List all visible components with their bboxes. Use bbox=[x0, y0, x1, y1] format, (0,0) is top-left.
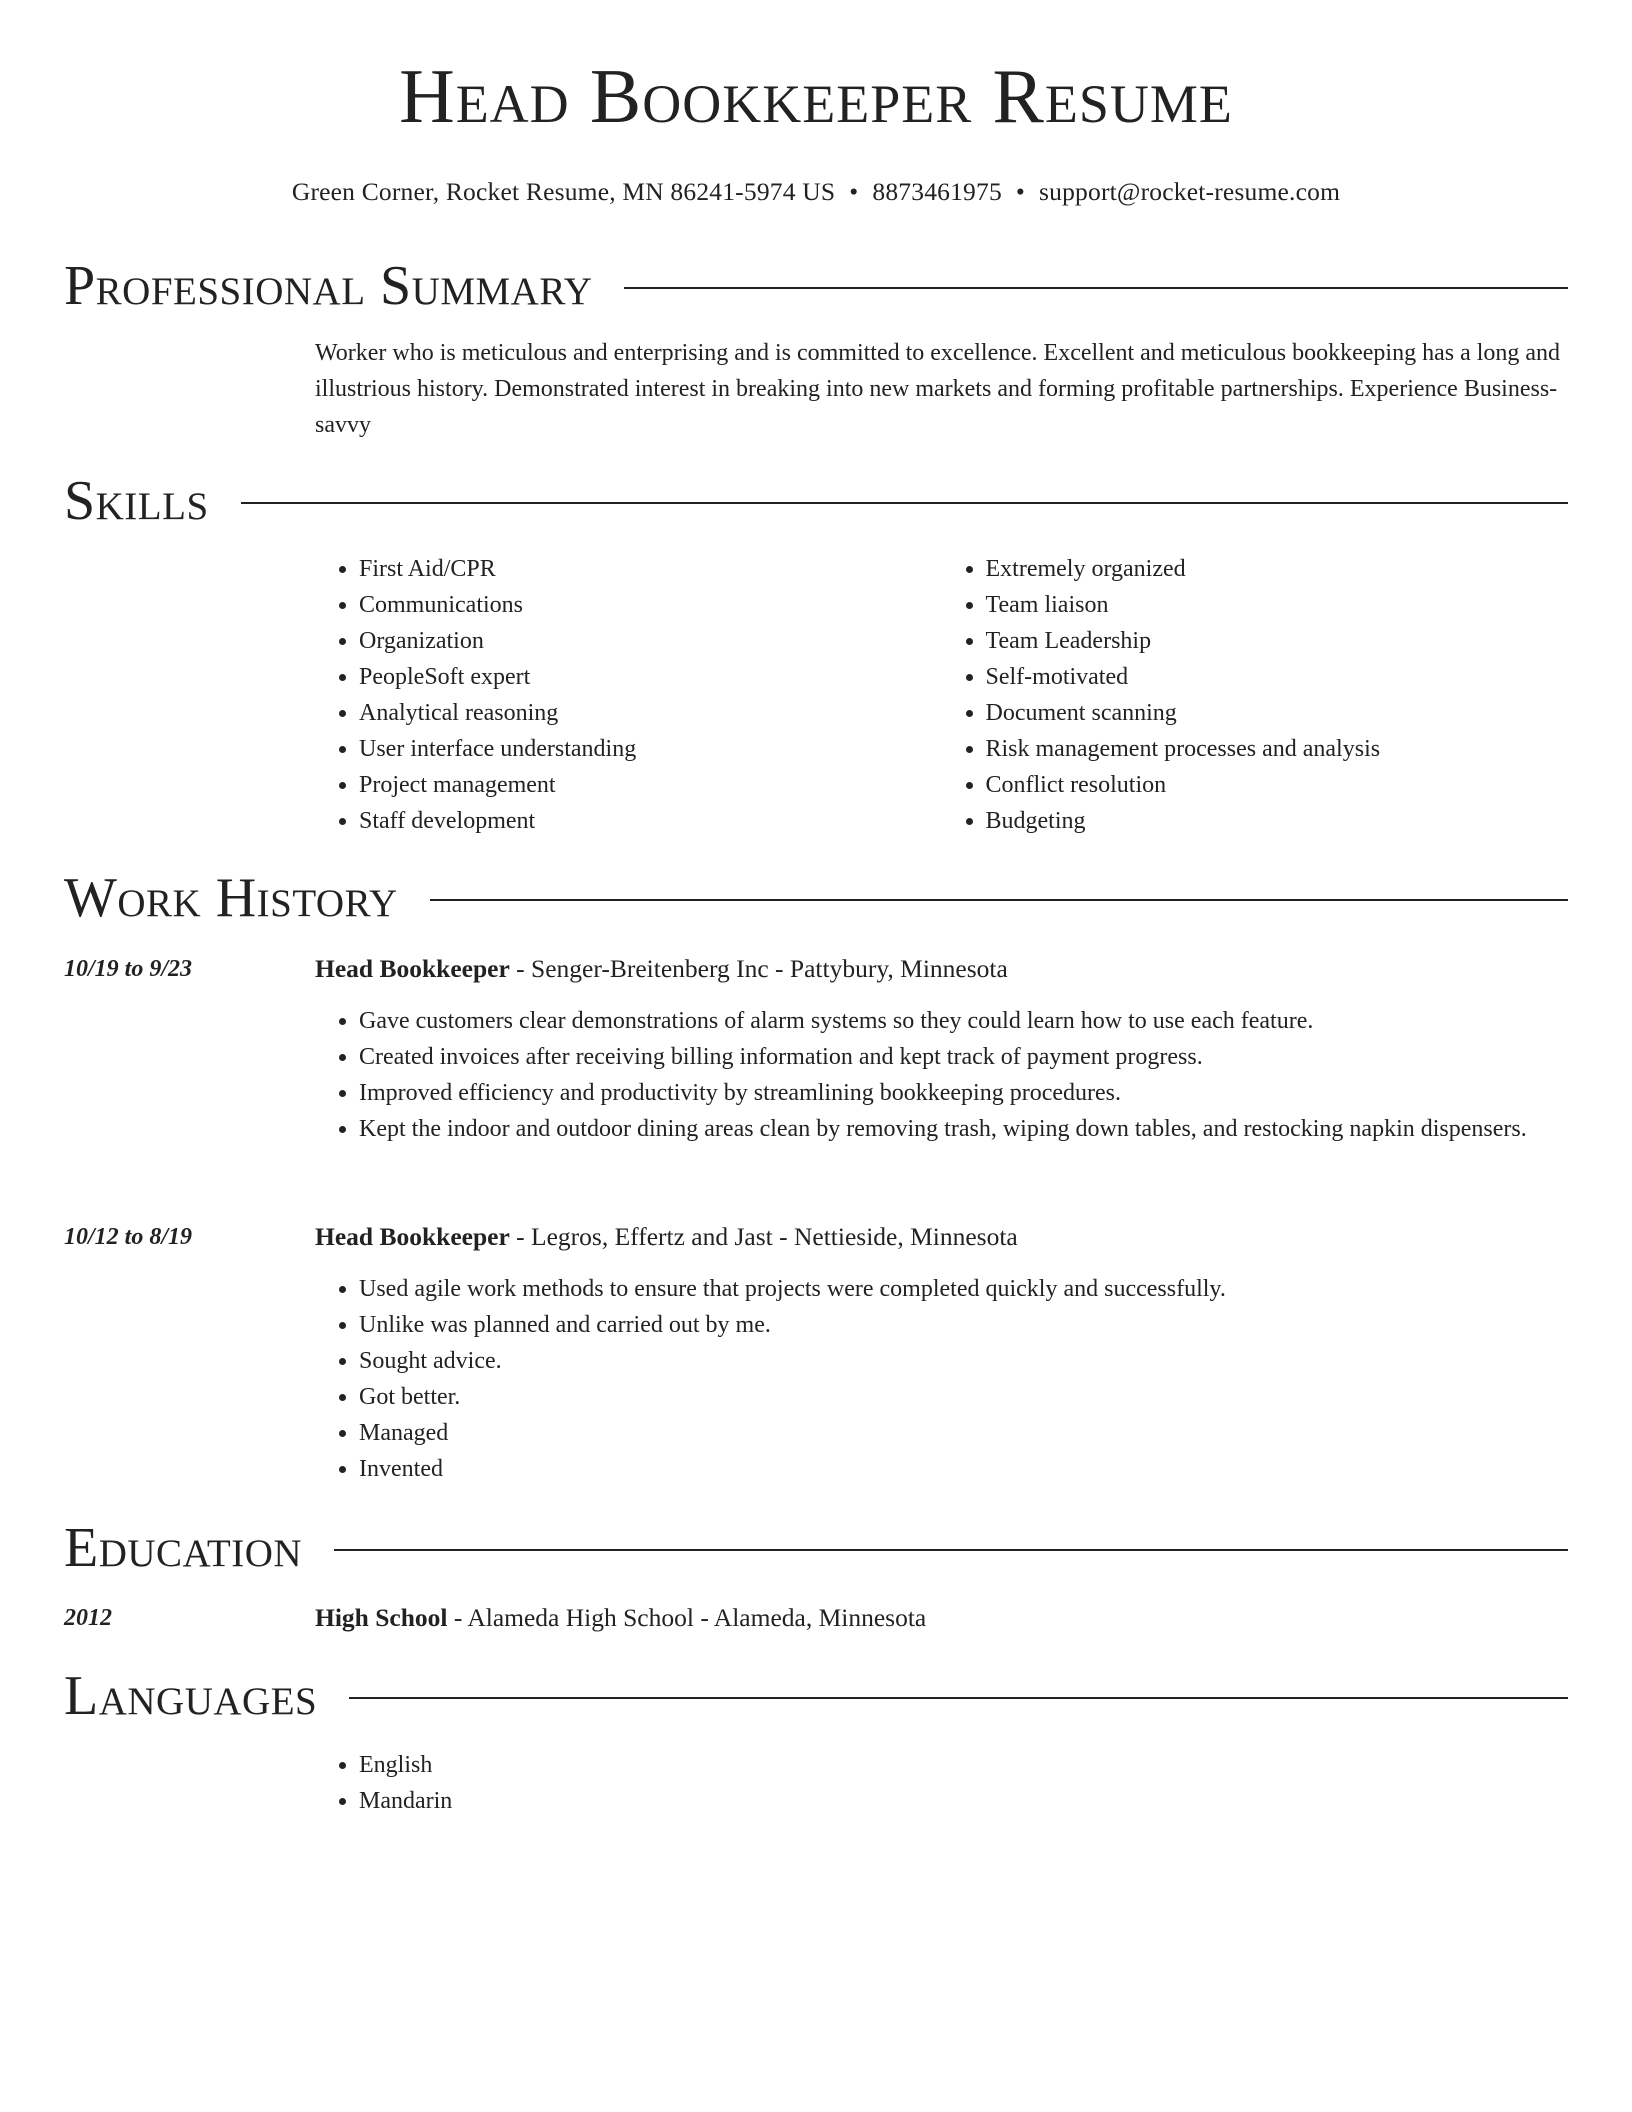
skills-section-header bbox=[64, 471, 1568, 531]
job-bullet: • Unlike was planned and carried out by me. bbox=[359, 1307, 1568, 1343]
skill-item: • Team Leadership bbox=[986, 623, 1569, 659]
skill-item: • Self-motivated bbox=[986, 659, 1569, 695]
language-item: • Mandarin bbox=[359, 1783, 1568, 1819]
skill-item: • Budgeting bbox=[986, 803, 1569, 839]
job-bullet: • Got better. bbox=[359, 1379, 1568, 1415]
job-details: - Legros, Effertz and Jast - Nettieside, Minnesota bbox=[509, 1222, 1018, 1251]
job-bullets bbox=[315, 1003, 1568, 1147]
job-entry bbox=[315, 951, 1568, 1147]
education-heading: Education bbox=[64, 1517, 303, 1579]
summary-body bbox=[315, 335, 1568, 443]
skill-item: • Analytical reasoning bbox=[359, 695, 942, 731]
skill-item: • User interface understanding bbox=[359, 731, 942, 767]
contact-separator: • bbox=[849, 177, 859, 206]
job-bullet: • Gave customers clear demonstrations of alarm systems so they could learn how to use each feature. bbox=[359, 1003, 1568, 1039]
education-entry bbox=[315, 1600, 1568, 1636]
section-divider bbox=[430, 899, 1568, 901]
section-divider bbox=[624, 287, 1568, 289]
skill-item: • Risk management processes and analysis bbox=[986, 731, 1569, 767]
skills-column-left bbox=[315, 551, 942, 839]
education-line bbox=[315, 1600, 1568, 1636]
skill-item: • Document scanning bbox=[986, 695, 1569, 731]
skills-list bbox=[315, 551, 1568, 839]
skill-item: • Organization bbox=[359, 623, 942, 659]
skill-item: • Extremely organized bbox=[986, 551, 1569, 587]
job-bullet: • Improved efficiency and productivity by streamlining bookkeeping procedures. bbox=[359, 1075, 1568, 1111]
job-bullet: • Invented bbox=[359, 1451, 1568, 1487]
job-details: - Senger-Breitenberg Inc - Pattybury, Minnesota bbox=[509, 954, 1008, 983]
job-bullet: • Used agile work methods to ensure that projects were completed quickly and successfully. bbox=[359, 1271, 1568, 1307]
section-divider bbox=[241, 502, 1568, 504]
job-role-line bbox=[315, 1219, 1568, 1255]
languages-list bbox=[315, 1747, 1568, 1819]
job-bullet: • Kept the indoor and outdoor dining areas clean by removing trash, wiping down tables, and restocking napkin dispensers. bbox=[359, 1111, 1568, 1147]
skills-column-right bbox=[942, 551, 1569, 839]
summary-section-header bbox=[64, 256, 1568, 316]
summary-text: Worker who is meticulous and enterprising and is committed to excellence. Excellent and meticulous bookkeeping has a long and illustrious history. Demonstrated interest in breaking into new markets and forming profitable partnerships. Experience Business-savvy bbox=[315, 340, 1561, 438]
section-divider bbox=[334, 1549, 1568, 1551]
summary-heading: Professional Summary bbox=[64, 255, 593, 317]
skill-item: • Communications bbox=[359, 587, 942, 623]
skill-item: • PeopleSoft expert bbox=[359, 659, 942, 695]
contact-address: Green Corner, Rocket Resume, MN 86241-5974 US bbox=[291, 177, 836, 206]
education-details: - Alameda High School - Alameda, Minnesota bbox=[447, 1603, 927, 1632]
job-bullets bbox=[315, 1271, 1568, 1487]
skills-heading: Skills bbox=[64, 470, 209, 532]
job-title: Head Bookkeeper bbox=[315, 954, 510, 983]
skill-item: • Staff development bbox=[359, 803, 942, 839]
education-degree: High School bbox=[315, 1603, 448, 1632]
contact-separator: • bbox=[1015, 177, 1026, 206]
job-entry bbox=[315, 1219, 1568, 1487]
work-section-header bbox=[64, 868, 1568, 928]
job-bullet: • Managed bbox=[359, 1415, 1568, 1451]
education-section-header bbox=[64, 1518, 1568, 1578]
skill-item: • Team liaison bbox=[986, 587, 1569, 623]
skill-item: • First Aid/CPR bbox=[359, 551, 942, 587]
skill-item: • Project management bbox=[359, 767, 942, 803]
section-divider bbox=[349, 1697, 1568, 1699]
skill-item: • Conflict resolution bbox=[986, 767, 1569, 803]
job-dates: 10/12 to 8/19 bbox=[64, 1224, 193, 1250]
job-role-line bbox=[315, 951, 1568, 987]
job-bullet: • Created invoices after receiving billing information and kept track of payment progress. bbox=[359, 1039, 1568, 1075]
job-bullet: • Sought advice. bbox=[359, 1343, 1568, 1379]
contact-email: support@rocket-resume.com bbox=[1039, 177, 1341, 206]
resume-title: Head Bookkeeper Resume bbox=[399, 53, 1233, 139]
job-dates: 10/19 to 9/23 bbox=[64, 956, 193, 982]
languages-bullets bbox=[315, 1747, 1568, 1819]
contact-line bbox=[0, 176, 1632, 208]
work-heading: Work History bbox=[64, 867, 398, 929]
education-year: 2012 bbox=[64, 1605, 112, 1631]
languages-heading: Languages bbox=[64, 1665, 318, 1727]
language-item: • English bbox=[359, 1747, 1568, 1783]
contact-phone: 8873461975 bbox=[872, 177, 1002, 206]
languages-section-header bbox=[64, 1666, 1568, 1726]
job-title: Head Bookkeeper bbox=[315, 1222, 510, 1251]
